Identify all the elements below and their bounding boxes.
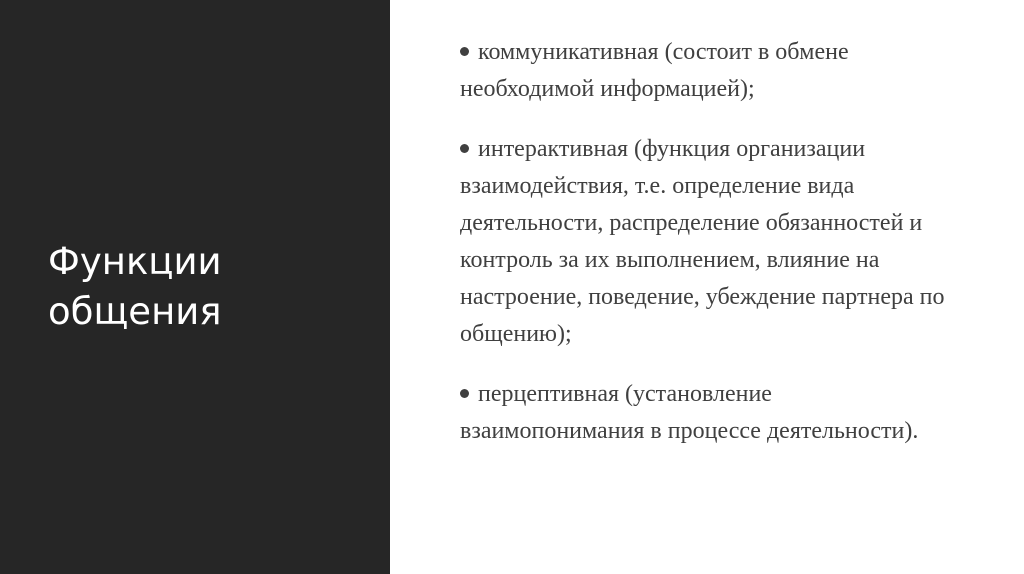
slide-title: Функции общения bbox=[48, 240, 222, 333]
bullet-text: перцептивная (установление взаимопонимания в процессе деятельности). bbox=[460, 381, 919, 444]
bullet-dot-icon bbox=[460, 47, 469, 56]
bullet-item-interactive bbox=[460, 131, 960, 353]
bullet-text: коммуникативная (состоит в обмене необходимой информацией); bbox=[460, 39, 849, 102]
bullet-dot-icon bbox=[460, 389, 469, 398]
bullet-list bbox=[460, 34, 960, 473]
bullet-item-perceptive bbox=[460, 376, 960, 450]
bullet-dot-icon bbox=[460, 144, 469, 153]
title-panel bbox=[0, 0, 390, 574]
bullet-text: интерактивная (функция организации взаимодействия, т.е. определение вида деятельности, распределение обязанностей и контроль за их выполнением, влияние на настроение, поведение, убеждение партнера по общению); bbox=[460, 136, 945, 347]
bullet-item-communicative bbox=[460, 34, 960, 108]
content-panel bbox=[390, 0, 1024, 574]
